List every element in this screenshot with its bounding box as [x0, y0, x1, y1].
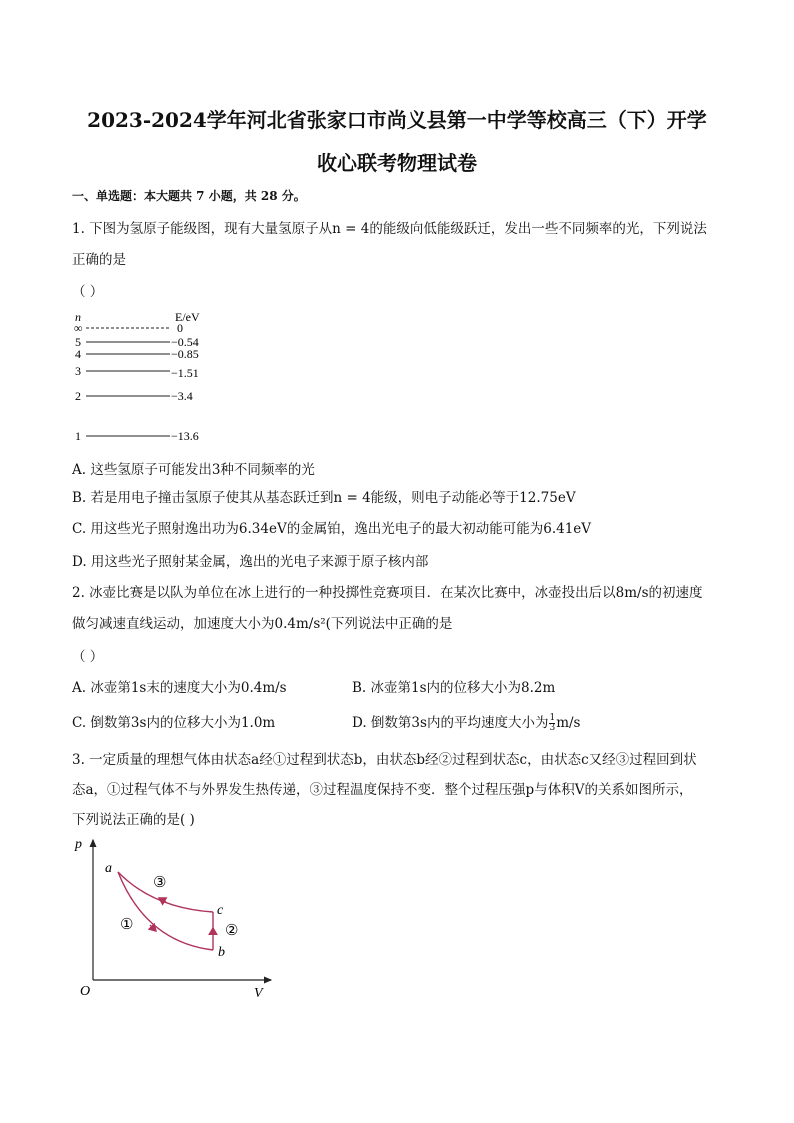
- level-e: −0.85: [171, 347, 199, 361]
- diagram-e-label: E/eV: [175, 310, 200, 324]
- process-1-label: ①: [120, 917, 134, 933]
- process-3-label: ③: [153, 875, 167, 891]
- pv-graph: [68, 830, 283, 1005]
- q1-stem-line-1: 1. 下图为氢原子能级图，现有大量氢原子从n = 4的能级向低能级跃迁，发出一些不同频率的光，下列说法: [72, 221, 707, 237]
- fraction-denominator: 3: [549, 723, 556, 733]
- q2-stem-line-2: 做匀减速直线运动，加速度大小为0.4m/s²(下列说法中正确的是: [72, 616, 453, 632]
- q2-option-d-text: D. 倒数第3s内的平均速度大小为: [352, 715, 549, 731]
- q1-answer-paren: （ ）: [72, 284, 104, 300]
- q2-answer-paren: （ ）: [72, 649, 104, 665]
- q2-option-b: B. 冰壶第1s内的位移大小为8.2m: [352, 680, 556, 696]
- state-a-label: a: [105, 861, 112, 876]
- origin-label: O: [80, 984, 91, 999]
- q2-option-c: C. 倒数第3s内的位移大小为1.0m: [72, 715, 276, 731]
- level-n: 1: [75, 429, 81, 443]
- p-axis-label: p: [75, 837, 82, 852]
- fraction-numerator: 1: [549, 713, 556, 723]
- q1-option-a: A. 这些氢原子可能发出3种不同频率的光: [72, 462, 315, 478]
- energy-level-diagram: [70, 308, 220, 446]
- level-e: −1.51: [171, 366, 199, 380]
- q2-option-d: [352, 711, 580, 733]
- level-n: 3: [75, 364, 81, 378]
- v-axis-label: V: [254, 986, 263, 1001]
- q2-option-d-unit: m/s: [556, 715, 581, 731]
- q1-stem-line-2: 正确的是: [72, 252, 126, 268]
- title-line-1: 2023-2024学年河北省张家口市尚义县第一中学等校高三（下）开学: [87, 108, 707, 132]
- q3-stem-line-3: 下列说法正确的是( ): [72, 812, 195, 828]
- q2-stem-line-1: 2. 冰壶比赛是以队为单位在冰上进行的一种投掷性竞赛项目．在某次比赛中，冰壶投出后以8m/s的初速度: [72, 585, 703, 601]
- level-e: −0.54: [171, 335, 199, 349]
- q3-stem-line-1: 3. 一定质量的理想气体由状态a经①过程到状态b，由状态b经②过程到状态c，由状态c又经③过程回到状: [72, 752, 697, 768]
- level-e: 0: [177, 321, 183, 335]
- level-e: −3.4: [171, 389, 193, 403]
- title-line-2: 收心联考物理试卷: [317, 151, 477, 175]
- level-n: 5: [75, 335, 81, 349]
- q3-stem-line-2: 态a，①过程气体不与外界发生热传递，③过程温度保持不变．整个过程压强p与体积V的关系如图所示，: [72, 782, 693, 798]
- q1-option-d: D. 用这些光子照射某金属，逸出的光电子来源于原子核内部: [72, 554, 429, 570]
- process-2-label: ②: [225, 923, 239, 939]
- diagram-n-label: n: [75, 310, 81, 324]
- level-n: 4: [75, 347, 81, 361]
- level-n: ∞: [74, 321, 83, 335]
- level-e: −13.6: [171, 429, 199, 443]
- fraction: [549, 714, 555, 733]
- section-heading: 一、单选题：本大题共 7 小题，共 28 分。: [72, 189, 306, 203]
- q2-option-a: A. 冰壶第1s末的速度大小为0.4m/s: [72, 680, 287, 696]
- q1-option-b: B. 若是用电子撞击氢原子使其从基态跃迁到n = 4能级，则电子动能必等于12.75eV: [72, 490, 576, 506]
- state-c-label: c: [217, 903, 224, 918]
- level-n: 2: [75, 389, 81, 403]
- state-b-label: b: [218, 945, 225, 960]
- q1-option-c: C. 用这些光子照射逸出功为6.34eV的金属铂，逸出光电子的最大初动能可能为6.41eV: [72, 521, 592, 537]
